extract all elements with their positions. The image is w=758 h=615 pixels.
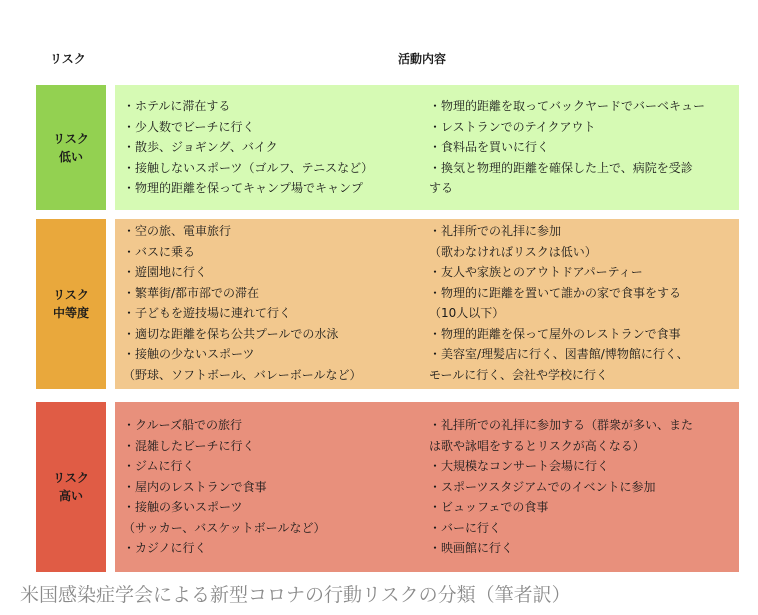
activity-panel-high — [115, 402, 739, 572]
risk-row-low — [36, 85, 739, 210]
activity-item: ・映画館に行く — [429, 541, 514, 555]
activity-item: ・友人や家族とのアウトドアパーティー — [429, 265, 643, 279]
risk-label-line1: リスク — [53, 131, 89, 146]
risk-label-line2: 低い — [58, 149, 83, 164]
activity-list-left — [123, 96, 423, 199]
figure-caption: 米国感染症学会による新型コロナの行動リスクの分類（筆者訳） — [20, 584, 571, 606]
activity-list-right — [429, 415, 737, 559]
activity-item: ・スポーツスタジアムでのイベントに参加 — [429, 479, 656, 494]
activity-item: モールに行く、会社や学校に行く — [429, 367, 609, 382]
activity-item: ・ジムに行く — [123, 459, 195, 473]
activity-item: ・クルーズ船での旅行 — [123, 418, 243, 432]
activity-item: ・物理的距離を保ってキャンプ場でキャンプ — [123, 181, 364, 195]
activity-item: ・少人数でビーチに行く — [123, 119, 255, 134]
activity-item: ・バーに行く — [429, 520, 502, 535]
activity-item: ・繁華街/都市部での滞在 — [123, 285, 260, 300]
activity-list-right — [429, 221, 737, 385]
activity-item: ・混雑したビーチに行く — [123, 438, 255, 453]
risk-label-line1: リスク — [53, 288, 89, 302]
activity-item: （10人以下） — [429, 306, 505, 320]
risk-column-header: リスク — [50, 52, 86, 66]
activity-item: ・散歩、ジョギング、バイク — [123, 140, 278, 154]
risk-row-high — [36, 402, 739, 572]
activity-item: ・ホテルに滞在する — [123, 99, 231, 113]
activity-item: ・ビュッフェでの食事 — [429, 500, 549, 514]
activity-item: ・換気と物理的距離を確保した上で、病院を受診 — [429, 160, 693, 175]
activity-item: ・空の旅、電車旅行 — [123, 224, 232, 238]
activity-item: ・バスに乗る — [123, 244, 196, 259]
risk-label-moderate — [36, 219, 106, 389]
activity-item: ・接触しないスポーツ（ゴルフ、テニスなど） — [123, 160, 374, 175]
activity-item: ・接触の多いスポーツ — [123, 500, 243, 514]
activity-item: ・礼拝所での礼拝に参加する（群衆が多い、また — [429, 418, 694, 432]
activity-column-header: 活動内容 — [398, 52, 447, 66]
risk-label-line1: リスク — [53, 471, 89, 485]
activity-item: ・屋内のレストランで食事 — [123, 479, 267, 494]
risk-row-moderate — [36, 219, 739, 389]
activity-item: ・美容室/理髪店に行く、図書館/博物館に行く、 — [429, 347, 689, 361]
activity-list-left — [123, 415, 423, 559]
activity-item: （野球、ソフトボール、バレーボールなど） — [123, 367, 362, 382]
activity-item: ・適切な距離を保ち公共プールでの水泳 — [123, 326, 339, 341]
activity-item: ・物理的距離を保って屋外のレストランで食事 — [429, 326, 681, 341]
activity-panel-low — [115, 85, 739, 210]
activity-item: ・物理的に距離を置いて誰かの家で食事をする — [429, 285, 682, 300]
activity-item: ・子どもを遊技場に連れて行く — [123, 306, 292, 320]
activity-item: する — [429, 181, 454, 195]
activity-item: は歌や詠唱をするとリスクが高くなる） — [429, 438, 645, 453]
activity-item: ・接触の少ないスポーツ — [123, 347, 255, 361]
activity-list-left — [123, 221, 423, 385]
activity-item: ・レストランでのテイクアウト — [429, 119, 596, 134]
risk-label-low — [36, 85, 106, 210]
activity-item: （サッカー、バスケットボールなど） — [123, 520, 326, 535]
activity-item: ・遊園地に行く — [123, 265, 208, 279]
activity-panel-moderate — [115, 219, 739, 389]
activity-item: ・カジノに行く — [123, 541, 207, 555]
activity-item: ・物理的距離を取ってバックヤードでバーベキュー — [429, 99, 706, 113]
risk-label-line2: 高い — [58, 489, 83, 503]
risk-label-line2: 中等度 — [52, 306, 89, 320]
activity-item: （歌わなければリスクは低い） — [429, 244, 597, 259]
activity-list-right — [429, 96, 737, 199]
activity-item: ・礼拝所での礼拝に参加 — [429, 224, 562, 238]
risk-label-high — [36, 402, 106, 572]
activity-item: ・食料品を買いに行く — [429, 140, 550, 154]
activity-item: ・大規模なコンサート会場に行く — [429, 459, 610, 473]
